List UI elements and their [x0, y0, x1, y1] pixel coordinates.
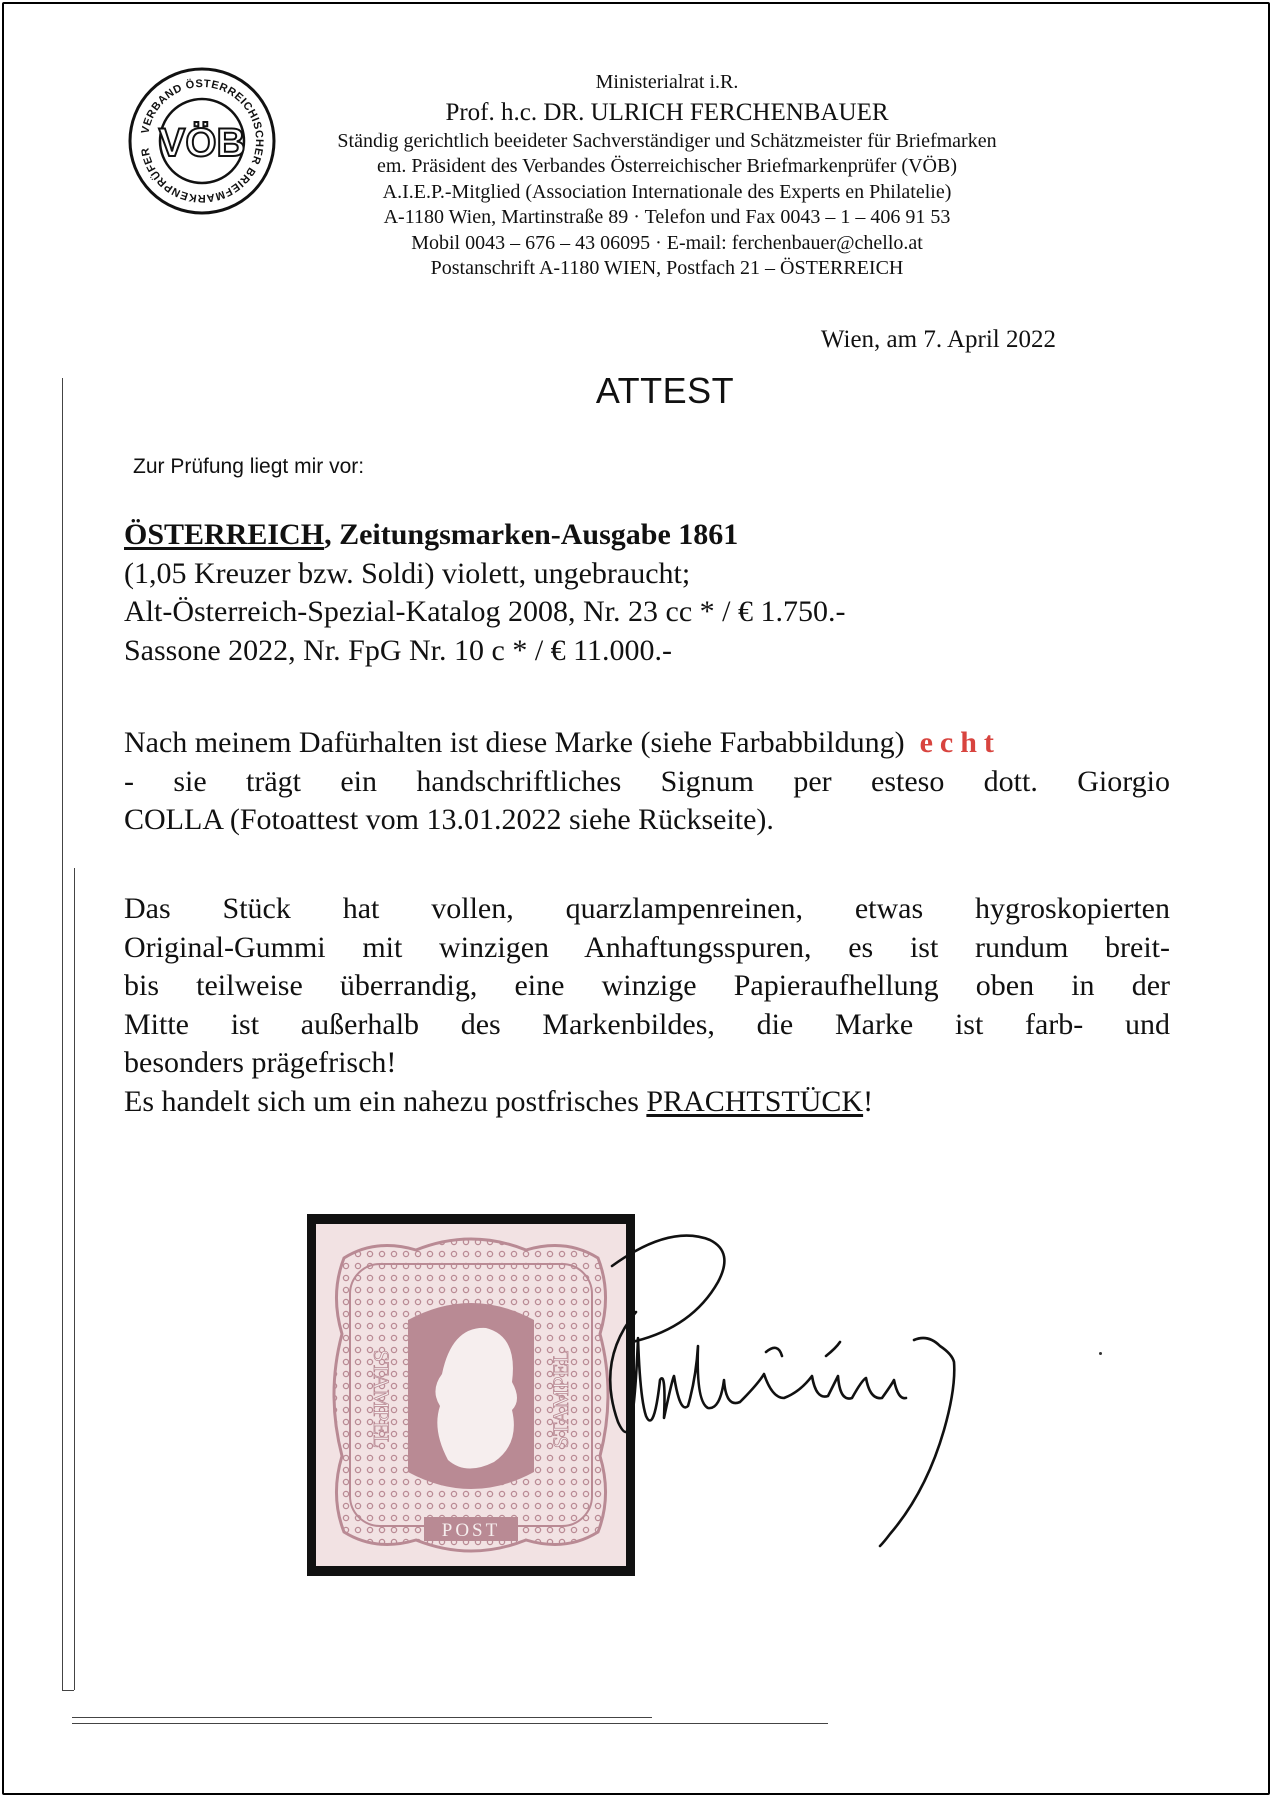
- opinion-line: - sie trägt ein handschriftliches Signum per esteso dott. Giorgio: [124, 764, 1170, 798]
- svg-text:VÖB: VÖB: [158, 121, 246, 165]
- margin-line: [62, 1690, 74, 1691]
- letterhead-postal: Postanschrift A-1180 WIEN, Postfach 21 – ÖSTERREICH: [430, 257, 904, 279]
- grade-emphasis: PRACHTSTÜCK: [646, 1084, 864, 1118]
- stamp-image: [316, 1224, 626, 1566]
- stamp-design: [316, 1224, 626, 1566]
- item-catalog: Sassone 2022, Nr. FpG Nr. 10 c * / € 11.000.-: [124, 633, 673, 667]
- document-title: ATTEST: [595, 370, 735, 411]
- opinion-line: COLLA (Fotoattest vom 13.01.2022 siehe Rückseite).: [124, 803, 774, 836]
- letterhead-contact: Mobil 0043 – 676 – 43 06095 · E-mail: ferchenbauer@chello.at: [411, 231, 923, 254]
- svg-text:STAMPEL: STAMPEL: [369, 1349, 394, 1449]
- letterhead-title: Ministerialrat i.R.: [595, 71, 739, 93]
- letterhead-line: em. Präsident des Verbandes Österreichischer Briefmarkenprüfer (VÖB): [377, 155, 957, 177]
- opinion-line: [124, 724, 1170, 763]
- condition-line: Das Stück hat vollen, quarzlampenreinen, etwas hygroskopierten: [124, 892, 1170, 925]
- letterhead-line: A.I.E.P.-Mitglied (Association Internationale des Experts en Philatelie): [382, 180, 952, 203]
- opinion-text: Nach meinem Dafürhalten ist diese Marke (siehe Farbabbildung): [124, 726, 905, 759]
- letterhead-address: A-1180 Wien, Martinstraße 89 · Telefon und Fax 0043 – 1 – 406 91 53: [383, 206, 951, 228]
- verdict-badge: echt: [919, 726, 1001, 759]
- svg-text:STAMPEL: STAMPEL: [548, 1349, 573, 1449]
- item-issue: , Zeitungsmarken-Ausgabe 1861: [324, 518, 739, 551]
- letterhead-line: Ständig gerichtlich beeideter Sachverständiger und Schätzmeister für Briefmarken: [337, 129, 997, 152]
- svg-text:VERBAND ÖSTERREICHISCHER BRIEF: VERBAND ÖSTERREICHISCHER BRIEFMARKENPRÜFER: [139, 77, 266, 205]
- letterhead-name: Prof. h.c. DR. ULRICH FERCHENBAUER: [445, 98, 889, 126]
- condition-line: Original-Gummi mit winzigen Anhaftungsspuren, es ist rundum breit-: [124, 930, 1170, 964]
- opinion-paragraph: [124, 724, 1170, 840]
- item-description: [124, 516, 1114, 670]
- condition-summary: Es handelt sich um ein nahezu postfrisches PRACHTSTÜCK!: [124, 1084, 874, 1118]
- handwritten-signature: [600, 1230, 1060, 1560]
- item-heading: [124, 516, 1114, 555]
- svg-text:POST: POST: [441, 1520, 501, 1541]
- margin-line: [62, 378, 63, 1690]
- document-date: Wien, am 7. April 2022: [820, 326, 1056, 353]
- condition-line: besonders prägefrisch!: [124, 1046, 397, 1079]
- margin-line: [74, 868, 75, 1690]
- ink-dot: [1099, 1352, 1102, 1355]
- footer-line: [72, 1723, 828, 1724]
- condition-paragraph: [124, 890, 1170, 1121]
- item-country: ÖSTERREICH: [124, 518, 325, 551]
- voeb-seal-logo: [127, 66, 277, 216]
- condition-line: Mitte ist außerhalb des Markenbildes, die Marke ist farb- und: [124, 1007, 1170, 1041]
- item-line: (1,05 Kreuzer bzw. Soldi) violett, ungebraucht;: [124, 556, 691, 590]
- footer-line: [72, 1717, 652, 1718]
- intro-text: Zur Prüfung liegt mir vor:: [133, 455, 365, 478]
- letterhead: [300, 70, 1034, 282]
- stamp-photo: [307, 1214, 635, 1576]
- item-catalog: Alt-Österreich-Spezial-Katalog 2008, Nr. 23 cc * / € 1.750.-: [124, 595, 846, 628]
- condition-line: bis teilweise überrandig, eine winzige Papieraufhellung oben in der: [124, 969, 1170, 1002]
